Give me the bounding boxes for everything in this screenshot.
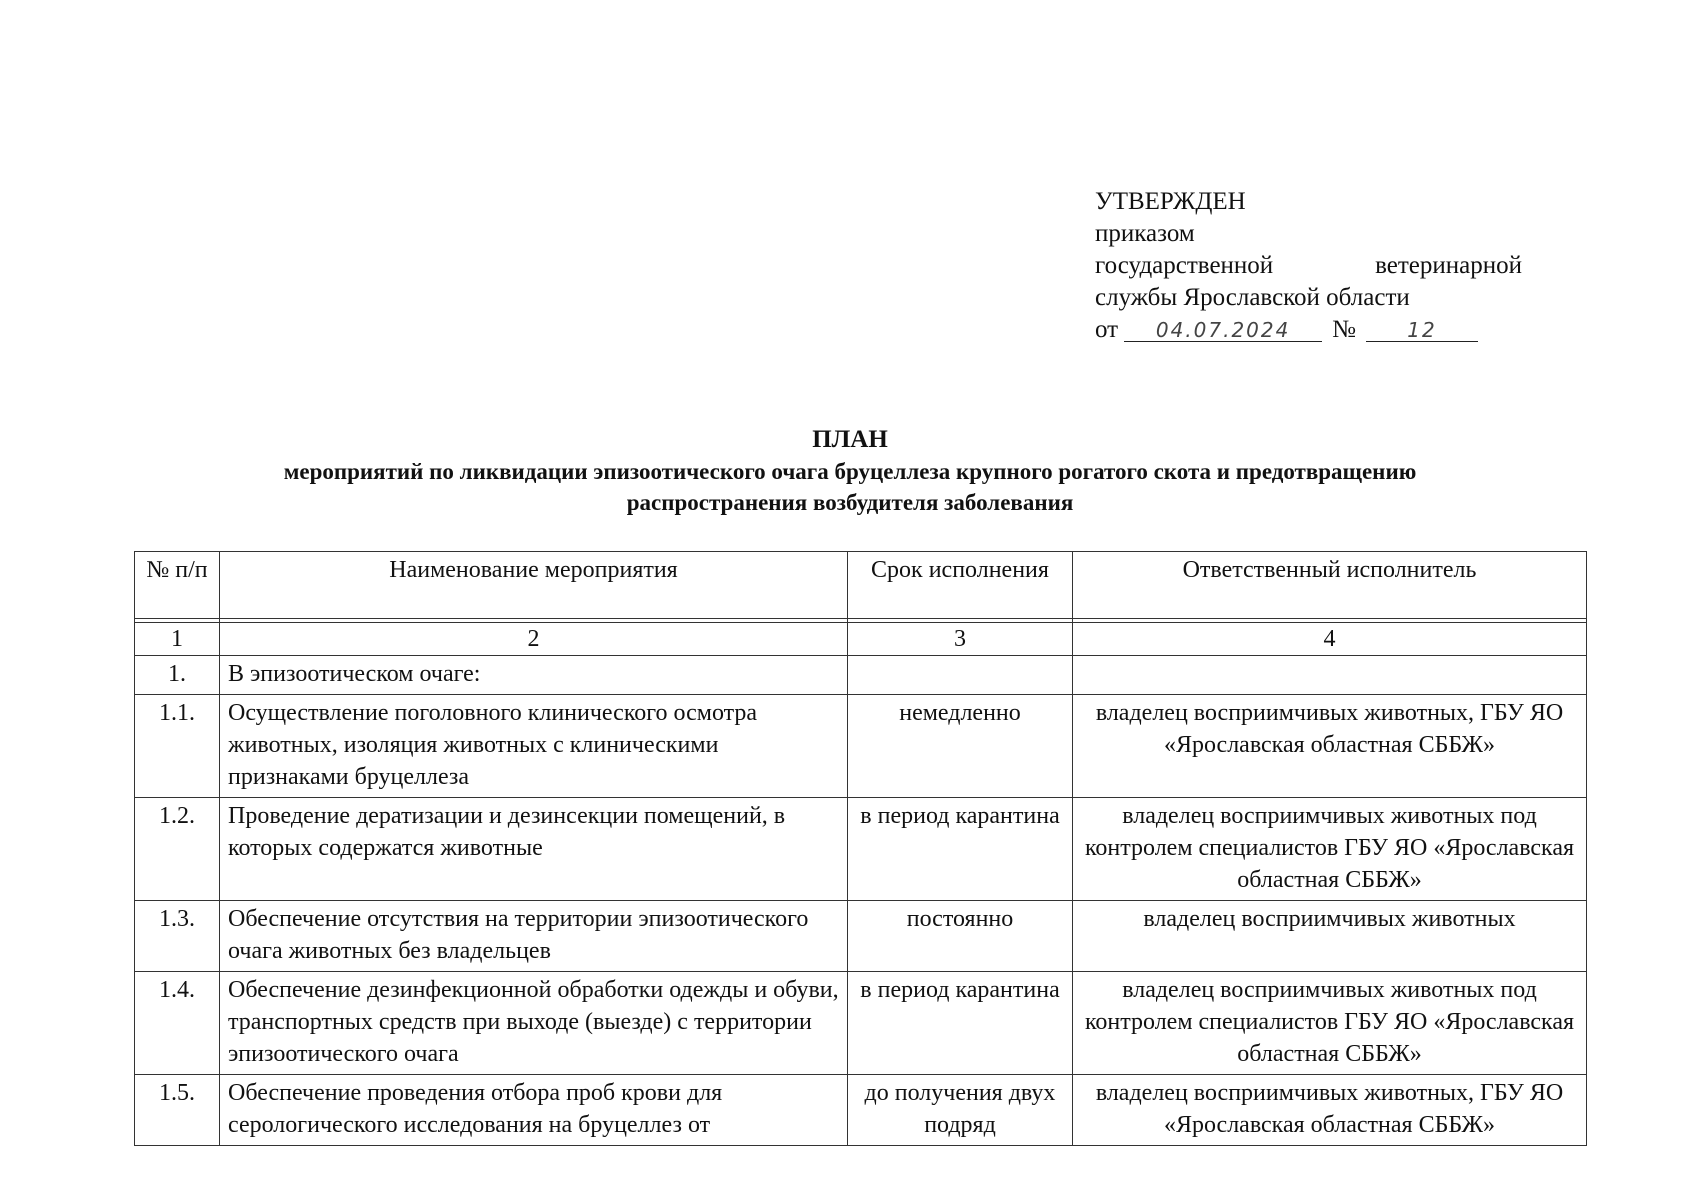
approval-agency-word-1: государственной	[1095, 252, 1274, 279]
approval-heading: УТВЕРЖДЕН	[1095, 188, 1246, 215]
column-number: 3	[848, 623, 1073, 656]
header-term: Срок исполнения	[848, 552, 1073, 619]
row-number: 1.3.	[135, 901, 220, 972]
document-title	[130, 424, 1570, 518]
row-responsible: владелец восприимчивых животных	[1073, 901, 1587, 972]
table-row	[135, 798, 1587, 901]
column-number: 2	[220, 623, 848, 656]
column-number: 1	[135, 623, 220, 656]
row-term: немедленно	[848, 695, 1073, 798]
row-responsible: владелец восприимчивых животных, ГБУ ЯО «Ярославская областная СББЖ»	[1073, 695, 1587, 798]
approval-agency-region: службы Ярославской области	[1095, 284, 1410, 311]
header-activity: Наименование мероприятия	[220, 552, 848, 619]
row-number: 1.1.	[135, 695, 220, 798]
row-term: в период карантина	[848, 972, 1073, 1075]
table-row	[135, 1075, 1587, 1146]
row-number: 1.2.	[135, 798, 220, 901]
approval-stamp	[1095, 186, 1525, 346]
row-number: 1.4.	[135, 972, 220, 1075]
approval-date-prefix: от	[1095, 316, 1119, 343]
row-activity: Проведение дератизации и дезинсекции помещений, в которых содержатся животные	[220, 798, 848, 901]
title-subtitle-line-2: распространения возбудителя заболевания	[626, 490, 1074, 515]
row-activity: Обеспечение отсутствия на территории эпизоотического очага животных без владельцев	[220, 901, 848, 972]
row-number: 1.	[135, 656, 220, 695]
approval-agency-word-2: ветеринарной	[1375, 252, 1522, 279]
row-number: 1.5.	[135, 1075, 220, 1146]
row-term: в период карантина	[848, 798, 1073, 901]
header-responsible: Ответственный исполнитель	[1073, 552, 1587, 619]
table-row	[135, 656, 1587, 695]
plan-table	[134, 551, 1587, 1146]
table-header-row	[135, 552, 1587, 619]
row-responsible: владелец восприимчивых животных под контролем специалистов ГБУ ЯО «Ярославская областная СББЖ»	[1073, 798, 1587, 901]
row-activity: Осуществление поголовного клинического осмотра животных, изоляция животных с клиническими признаками бруцеллеза	[220, 695, 848, 798]
approval-date-line	[1095, 314, 1525, 346]
row-term: до получения двух подряд	[848, 1075, 1073, 1146]
table-row	[135, 695, 1587, 798]
column-number-row	[135, 623, 1587, 656]
title-subtitle-line-1: мероприятий по ликвидации эпизоотического очага бруцеллеза крупного рогатого скота и предотвращению	[283, 459, 1417, 484]
row-term: постоянно	[848, 901, 1073, 972]
approval-order-label: приказом	[1095, 220, 1195, 247]
approval-number-sign: №	[1332, 316, 1356, 343]
column-number: 4	[1073, 623, 1587, 656]
table-row	[135, 901, 1587, 972]
row-term	[848, 656, 1073, 695]
table-row	[135, 972, 1587, 1075]
row-activity: В эпизоотическом очаге:	[220, 656, 848, 695]
approval-date-handwritten: 04.07.2024	[1124, 319, 1322, 342]
header-number: № п/п	[135, 552, 220, 619]
row-activity: Обеспечение проведения отбора проб крови для серологического исследования на бруцеллез от	[220, 1075, 848, 1146]
row-responsible: владелец восприимчивых животных под контролем специалистов ГБУ ЯО «Ярославская областная СББЖ»	[1073, 972, 1587, 1075]
row-activity: Обеспечение дезинфекционной обработки одежды и обуви, транспортных средств при выходе (выезде) с территории эпизоотического очага	[220, 972, 848, 1075]
row-responsible: владелец восприимчивых животных, ГБУ ЯО «Ярославская областная СББЖ»	[1073, 1075, 1587, 1146]
row-responsible	[1073, 656, 1587, 695]
approval-number-handwritten: 12	[1366, 319, 1478, 342]
approval-agency-line	[1095, 250, 1522, 282]
title-main: ПЛАН	[812, 426, 888, 453]
